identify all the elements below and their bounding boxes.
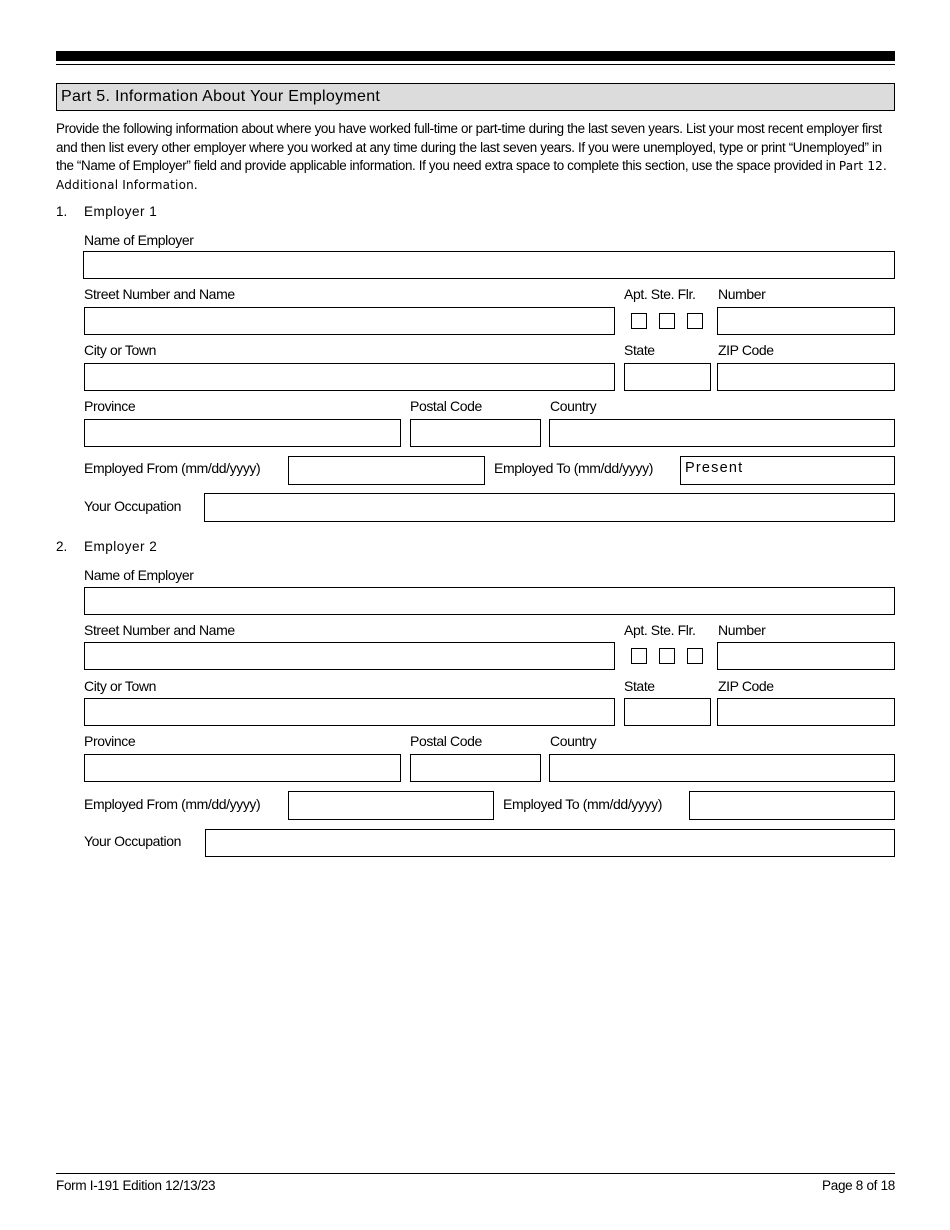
intro-paragraph [56,120,896,194]
intro-end: . [193,176,198,192]
part-title: Part 5. Information About Your Employment [61,88,381,105]
intro-text: Provide the following information about where you have worked full-time or part-time during the last seven years. List your most recent employer first and then list every other employer where you worked at any time during the last seven years. If you were unemployed, type or print “Unemployed” in the “Name of Employer” field and provide applicable information. If you need extra space to complete this section, use the space provided in [56,121,882,174]
footer-rule [56,1173,895,1174]
employer-2-ste-checkbox[interactable] [659,648,675,664]
employer-2-street-label: Street Number and Name [84,622,235,638]
employer-1-title: Employer 1 [84,204,158,219]
employer-1-apt-label: Apt. Ste. Flr. [624,286,696,302]
employer-1-to-field[interactable]: Present [680,456,895,485]
employer-2-from-field[interactable] [288,791,494,820]
intro-reference: Part 12. Additional Information [56,159,888,192]
employer-1-city-field[interactable] [84,363,615,391]
employer-2-title: Employer 2 [84,539,158,554]
employer-1-apt-checkbox[interactable] [631,313,647,329]
employer-1-province-label: Province [84,398,136,414]
employer-2-zip-field[interactable] [717,698,895,726]
top-thin-rule [56,64,895,65]
employer-2-flr-checkbox[interactable] [687,648,703,664]
employer-2-city-label: City or Town [84,678,156,694]
employer-2-country-field[interactable] [549,754,895,782]
employer-2-street-field[interactable] [84,642,615,670]
employer-2-number: 2. [56,539,68,554]
employer-2-to-label: Employed To (mm/dd/yyyy) [503,796,662,812]
employer-2-number-label: Number [718,622,766,638]
top-thick-rule [56,51,895,61]
employer-1-flr-checkbox[interactable] [687,313,703,329]
employer-1-state-label: State [624,342,655,358]
employer-1-postal-label: Postal Code [410,398,482,414]
employer-1-street-label: Street Number and Name [84,286,235,302]
part-header [56,83,895,111]
employer-1-city-label: City or Town [84,342,156,358]
employer-1-name-field[interactable] [83,251,895,279]
employer-1-occupation-label: Your Occupation [84,498,181,514]
employer-1-occupation-field[interactable] [204,493,895,522]
employer-2-state-field[interactable] [624,698,711,726]
employer-2-apt-label: Apt. Ste. Flr. [624,622,696,638]
footer-form-edition: Form I-191 Edition 12/13/23 [56,1178,216,1193]
employer-1-province-field[interactable] [84,419,401,447]
employer-2-apt-checkbox[interactable] [631,648,647,664]
employer-1-to-label: Employed To (mm/dd/yyyy) [494,460,653,476]
employer-2-country-label: Country [550,733,597,749]
employer-2-postal-label: Postal Code [410,733,482,749]
employer-2-occupation-field[interactable] [205,829,895,857]
employer-1-country-field[interactable] [549,419,895,447]
employer-2-city-field[interactable] [84,698,615,726]
employer-2-state-label: State [624,678,655,694]
employer-1-state-field[interactable] [624,363,711,391]
employer-2-province-field[interactable] [84,754,401,782]
employer-1-number-label: Number [718,286,766,302]
employer-1-from-field[interactable] [288,456,485,485]
footer-page-number: Page 8 of 18 [822,1178,895,1193]
employer-1-number: 1. [56,204,68,219]
employer-2-postal-field[interactable] [410,754,541,782]
employer-2-province-label: Province [84,733,136,749]
employer-1-postal-field[interactable] [410,419,541,447]
employer-1-from-label: Employed From (mm/dd/yyyy) [84,460,261,476]
employer-1-apt-number-field[interactable] [717,307,895,335]
employer-1-zip-label: ZIP Code [718,342,774,358]
employer-2-occupation-label: Your Occupation [84,833,181,849]
employer-1-name-label: Name of Employer [84,232,194,248]
employer-2-name-label: Name of Employer [84,567,194,583]
employer-1-zip-field[interactable] [717,363,895,391]
employer-2-name-field[interactable] [84,587,895,615]
employer-1-country-label: Country [550,398,597,414]
employer-2-from-label: Employed From (mm/dd/yyyy) [84,796,261,812]
employer-2-to-field[interactable] [689,791,895,820]
employer-1-street-field[interactable] [84,307,615,335]
employer-1-ste-checkbox[interactable] [659,313,675,329]
employer-2-zip-label: ZIP Code [718,678,774,694]
employer-2-apt-number-field[interactable] [717,642,895,670]
